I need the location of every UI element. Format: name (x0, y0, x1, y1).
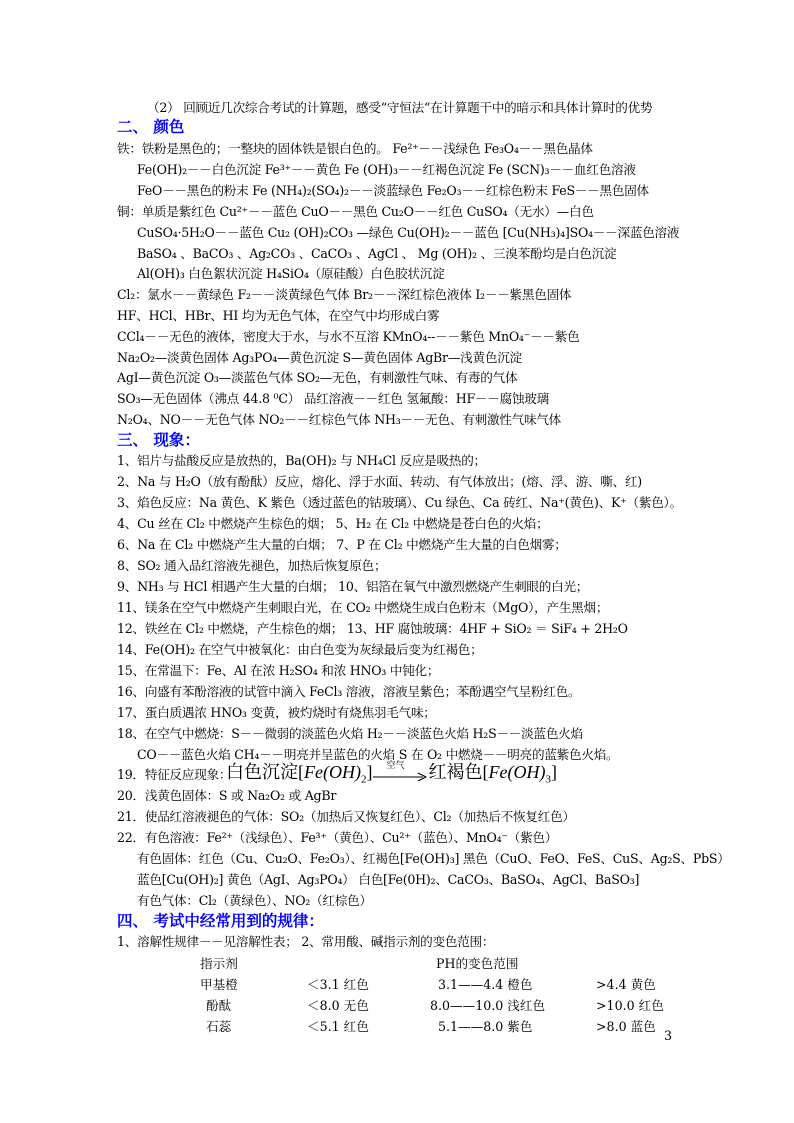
indicator-name: 酚酞 (206, 998, 232, 1013)
list-item: 11、镁条在空气中燃烧产生刺眼白光，在 CO₂ 中燃烧生成白色粉末（MgO），产生黑烟； (117, 600, 609, 615)
arrow-icon (372, 770, 428, 784)
page-number: 3 (664, 1028, 673, 1043)
list-item: 9、NH₃ 与 HCl 相遇产生大量的白烟； 10、铝箔在氧气中激烈燃烧产生刺眼的白光； (117, 579, 589, 594)
indicator-mid: 8.0——10.0 浅红色 (430, 998, 546, 1013)
table-header-ph-range: PH的变色范围 (436, 956, 519, 971)
list-item: 16、向盛有苯酚溶液的试管中滴入 FeCl₃ 溶液，溶液呈紫色；苯酚遇空气呈粉红色。 (117, 684, 581, 699)
list-item: 12、铁丝在 Cl₂ 中燃烧，产生棕色的烟； 13、HF 腐蚀玻璃：4HF + SiO₂ ＝ SiF₄ + 2H₂O (117, 621, 628, 636)
table-row (140, 1017, 680, 1036)
indicator-name: 甲基橙 (200, 977, 238, 992)
section-heading-phenomena: 三、 现象： (117, 431, 200, 449)
text-line: Fe(OH)₂－－白色沉淀 Fe³⁺－－黄色 Fe (OH)₃－－红褐色沉淀 Fe (SCN)₃－－血红色溶液 (137, 162, 636, 177)
list-item: 18、在空气中燃烧：S－－微弱的淡蓝色火焰 H₂－－淡蓝色火焰 H₂S－－淡蓝色火焰 (117, 726, 583, 741)
text-line: N₂O₄、NO－－无色气体 NO₂－－红棕色气体 NH₃－－无色、有刺激性气味气体 (117, 412, 562, 427)
section-heading-colors: 二、 颜色 (117, 118, 185, 136)
indicator-high: >10.0 红色 (596, 998, 664, 1013)
text-line: HF、HCl、HBr、HI 均为无色气体，在空气中均形成白雾 (117, 308, 440, 323)
table-row (140, 975, 680, 994)
list-item: 有色固体：红色（Cu、Cu₂O、Fe₂O₃）、红褐色[Fe(OH)₃] 黑色（CuO、FeO、FeS、CuS、Ag₂S、PbS） (137, 851, 730, 866)
list-item: 1、铝片与盐酸反应是放热的，Ba(OH)₂ 与 NH₄Cl 反应是吸热的； (117, 453, 486, 468)
indicator-name: 石蕊 (206, 1019, 232, 1034)
text-line: SO₃—无色固体（沸点 44.8 ⁰C） 品红溶液－－红色 氢氟酸：HF－－腐蚀玻璃 (117, 391, 549, 406)
text-line: CuSO₄·5H₂O－－蓝色 Cu₂ (OH)₂CO₃ —绿色 Cu(OH)₂－－蓝色 [Cu(NH₃)₄]SO₄－－深蓝色溶液 (137, 225, 680, 240)
intro-line: （2） 回顾近几次综合考试的计算题，感受“守恒法“在计算题干中的暗示和具体计算时的优势 (147, 100, 653, 115)
indicator-mid: 5.1——8.0 紫色 (438, 1019, 533, 1034)
list-item: CO－－蓝色火焰 CH₄－－明亮并呈蓝色的火焰 S 在 O₂ 中燃烧－－明亮的蓝紫色火焰。 (137, 747, 619, 762)
list-item: 6、Na 在 Cl₂ 中燃烧产生大量的白烟； 7、P 在 Cl₂ 中燃烧产生大量的白色烟雾； (117, 537, 567, 552)
indicator-low: ＜3.1 红色 (307, 977, 369, 992)
list-item: 22．有色溶液：Fe²⁺（浅绿色）、Fe³⁺（黄色）、Cu²⁺（蓝色）、MnO₄⁻（紫色） (117, 830, 558, 845)
indicator-mid: 3.1——4.4 橙色 (438, 977, 533, 992)
table-header-row (140, 954, 680, 973)
text-line: 铜：单质是紫红色 Cu²⁺－－蓝色 CuO－－黑色 Cu₂O－－红色 CuSO₄（无水）—白色 (117, 204, 594, 219)
indicator-low: ＜5.1 红色 (307, 1019, 369, 1034)
indicator-low: ＜8.0 无色 (307, 998, 369, 1013)
list-item: 21．使品红溶液褪色的气体：SO₂（加热后又恢复红色）、Cl₂（加热后不恢复红色） (117, 809, 575, 824)
text-line: FeO－－黑色的粉末 Fe (NH₄)₂(SO₄)₂－－淡蓝绿色 Fe₂O₃－－红棕色粉末 FeS－－黑色固体 (137, 183, 649, 198)
section-heading-rules: 四、 考试中经常用到的规律： (117, 912, 324, 930)
text-line: Cl₂：氯水－－黄绿色 F₂－－淡黄绿色气体 Br₂－－深红棕色液体 I₂－－紫黑色固体 (117, 287, 572, 302)
list-item: 20．浅黄色固体：S 或 Na₂O₂ 或 AgBr (117, 788, 337, 803)
list-item: 1、溶解性规律－－见溶解性表； 2、常用酸、碱指示剂的变色范围： (117, 934, 495, 949)
indicator-high: >4.4 黄色 (596, 977, 656, 992)
list-item: 2、Na 与 H₂O（放有酚酞）反应，熔化、浮于水面、转动、有气体放出；(熔、浮、游、嘶、红) (117, 474, 642, 489)
list-item: 有色气体：Cl₂（黄绿色）、NO₂（红棕色） (137, 893, 372, 908)
text-line: Al(OH)₃ 白色絮状沉淀 H₄SiO₄（原硅酸）白色胶状沉淀 (137, 266, 445, 281)
list-item: 14、Fe(OH)₂ 在空气中被氧化：由白色变为灰绿最后变为红褐色； (117, 642, 483, 657)
list-item: 17、蛋白质遇浓 HNO₃ 变黄，被灼烧时有烧焦羽毛气味； (117, 705, 436, 720)
characteristic-reaction-formula: 白色沉淀$[Fe(OH)_2]$ 空气 红褐色$[Fe(OH)_3]$ (226, 759, 557, 786)
table-header-indicator: 指示剂 (200, 956, 238, 971)
text-line: 铁：铁粉是黑色的；一整块的固体铁是银白色的。 Fe²⁺－－浅绿色 Fe₃O₄－－黑色晶体 (117, 141, 593, 156)
text-line: CCl₄－－无色的液体，密度大于水，与水不互溶 KMnO₄--－－紫色 MnO₄⁻－－紫色 (117, 329, 580, 344)
list-item: 4、Cu 丝在 Cl₂ 中燃烧产生棕色的烟； 5、H₂ 在 Cl₂ 中燃烧是苍白色的火焰； (117, 516, 549, 531)
text-line: Na₂O₂—淡黄色固体 Ag₃PO₄—黄色沉淀 S—黄色固体 AgBr—浅黄色沉淀 (117, 350, 522, 365)
text-line: BaSO₄ 、BaCO₃ 、Ag₂CO₃ 、CaCO₃ 、AgCl 、 Mg (OH)₂ 、三溴苯酚均是白色沉淀 (137, 246, 617, 261)
list-item: 8、SO₂ 通入品红溶液先褪色，加热后恢复原色； (117, 558, 387, 573)
text-line: AgI—黄色沉淀 O₃—淡蓝色气体 SO₂—无色，有刺激性气味、有毒的气体 (117, 370, 518, 385)
list-item: 3、焰色反应：Na 黄色、K 紫色（透过蓝色的钴玻璃）、Cu 绿色、Ca 砖红、Na⁺(黄色)、K⁺（紫色）。 (117, 495, 682, 510)
list-item: 蓝色[Cu(OH)₂] 黄色（AgI、Ag₃PO₄） 白色[Fe(0H)₂、CaCO₃、BaSO₄、AgCl、BaSO₃] (137, 872, 640, 887)
indicator-high: >8.0 蓝色 (596, 1019, 656, 1034)
list-item: 15、在常温下：Fe、Al 在浓 H₂SO₄ 和浓 HNO₃ 中钝化； (117, 663, 440, 678)
table-row (140, 996, 680, 1015)
list-item: 19．特征反应现象： (117, 767, 232, 782)
